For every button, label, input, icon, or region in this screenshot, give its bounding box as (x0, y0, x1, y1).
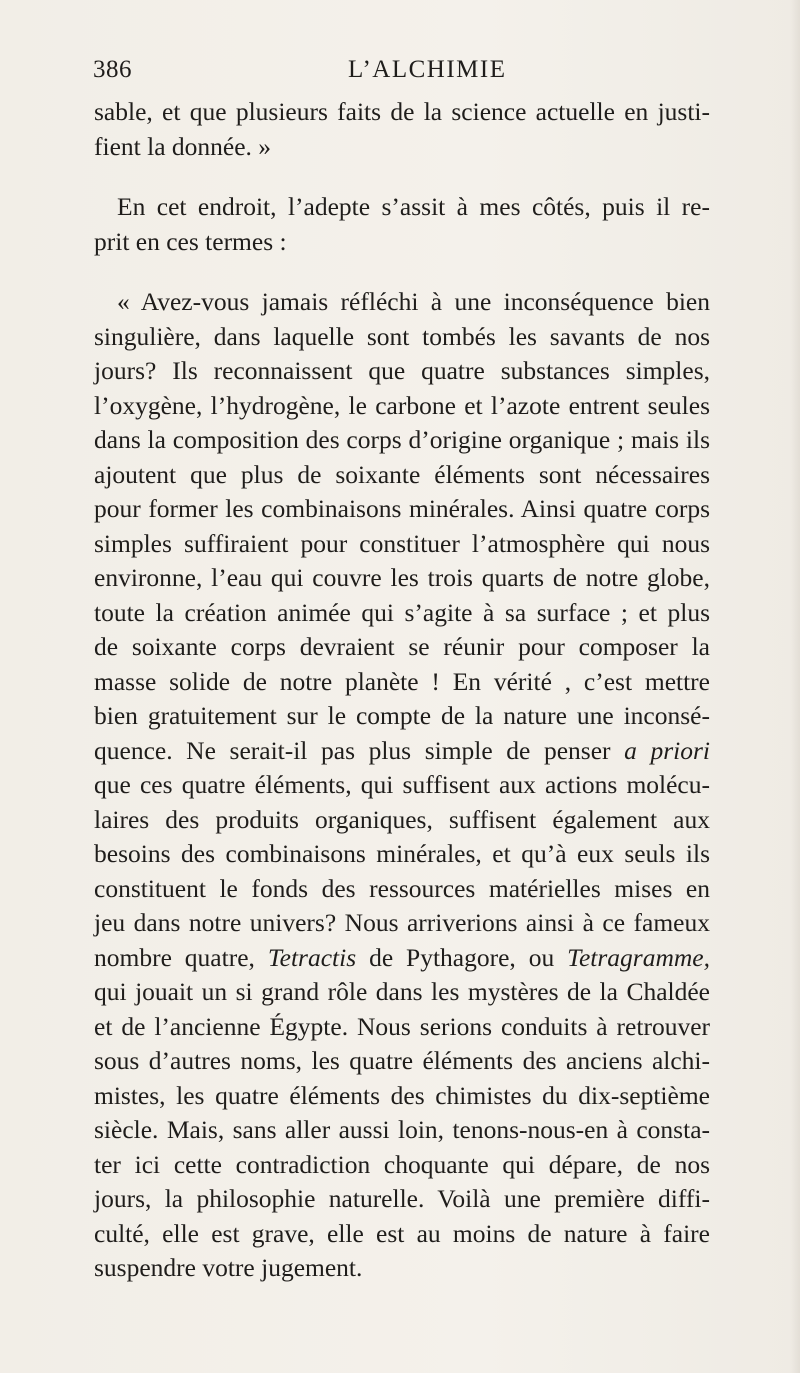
text-line: que ces quatre éléments, qui suffisent aux actions molécu- (94, 770, 710, 799)
text-line-with-italic (94, 734, 710, 769)
text-line: jours, la philosophie naturelle. Voilà une première diffi- (94, 1184, 710, 1213)
text-line: ter ici cette contradiction choquante qui dépare, de nos (94, 1149, 710, 1179)
text-line: En cet endroit, l’adepte s’assit à mes côtés, puis il re- (117, 192, 710, 221)
text-line: toute la création animée qui s’agite à sa surface ; et plus (94, 597, 710, 627)
text-line: singulière, dans laquelle sont tombés les savants de nos (94, 321, 710, 351)
text-line: fient la donnée. » (94, 131, 272, 161)
text-line: et de l’ancienne Égypte. Nous serions conduits à retrouver (94, 1011, 710, 1041)
text-segment: nombre quatre, (94, 942, 268, 972)
text-line: besoins des combinaisons minérales, et qu’à eux seuls ils (94, 839, 710, 868)
text-line: sable, et que plusieurs faits de la science actuelle en justi- (94, 97, 710, 126)
page-number: 386 (93, 56, 132, 83)
text-line: laires des produits organiques, suffisent également aux (94, 804, 710, 834)
running-title: L’ALCHIMIE (348, 56, 507, 83)
paragraph-2 (94, 190, 710, 259)
text-line: qui jouait un si grand rôle dans les mystères de la Chaldée (94, 977, 710, 1006)
text-line: de soixante corps devraient se réunir pour composer la (94, 632, 710, 661)
text-line: suspendre votre jugement. (94, 1253, 363, 1282)
text-line: simples suffiraient pour constituer l’atmosphère qui nous (94, 528, 710, 558)
text-line-with-italic (94, 941, 710, 976)
text-line: sous d’autres noms, les quatre éléments des anciens alchi- (94, 1046, 710, 1075)
text-line: jours? Ils reconnaissent que quatre substances simples, (94, 356, 710, 385)
text-line: jeu dans notre univers? Nous arriverions ainsi à ce fameux (94, 908, 710, 937)
text-line: mistes, les quatre éléments des chimistes du dix-septième (94, 1080, 710, 1110)
italic-term: Tetragramme, (567, 942, 711, 972)
text-line: masse solide de notre planète ! En vérité , c’est mettre (94, 666, 710, 696)
italic-term: Tetractis (267, 942, 357, 972)
paragraph-3 (94, 285, 710, 1286)
paragraph-1 (94, 95, 710, 164)
text-line: pour former les combinaisons minérales. Ainsi quatre corps (94, 494, 710, 523)
text-line: constituent le fonds des ressources matérielles mises en (94, 873, 710, 903)
text-line: siècle. Mais, sans aller aussi loin, tenons-nous-en à consta- (94, 1115, 710, 1144)
text-line: « Avez-vous jamais réfléchi à une inconséquence bien (117, 287, 710, 316)
italic-phrase: a priori (624, 735, 710, 765)
text-line: l’oxygène, l’hydrogène, le carbone et l’azote entrent seules (94, 390, 710, 420)
text-segment: de Pythagore, ou (356, 942, 568, 972)
text-line: environne, l’eau qui couvre les trois quarts de notre globe, (94, 563, 710, 592)
page-edge-shadow (790, 0, 800, 1373)
page-header (93, 56, 711, 88)
text-line: dans la composition des corps d’origine organique ; mais ils (94, 425, 710, 454)
text-segment: quence. Ne serait-il pas plus simple de penser (94, 735, 625, 765)
text-line: bien gratuitement sur le compte de la nature une inconsé- (94, 701, 710, 730)
text-line: ajoutent que plus de soixante éléments sont nécessaires (94, 459, 710, 489)
text-line: prit en ces termes : (94, 226, 287, 256)
text-line: culté, elle est grave, elle est au moins de nature à faire (94, 1218, 710, 1248)
body-text (94, 95, 710, 1286)
